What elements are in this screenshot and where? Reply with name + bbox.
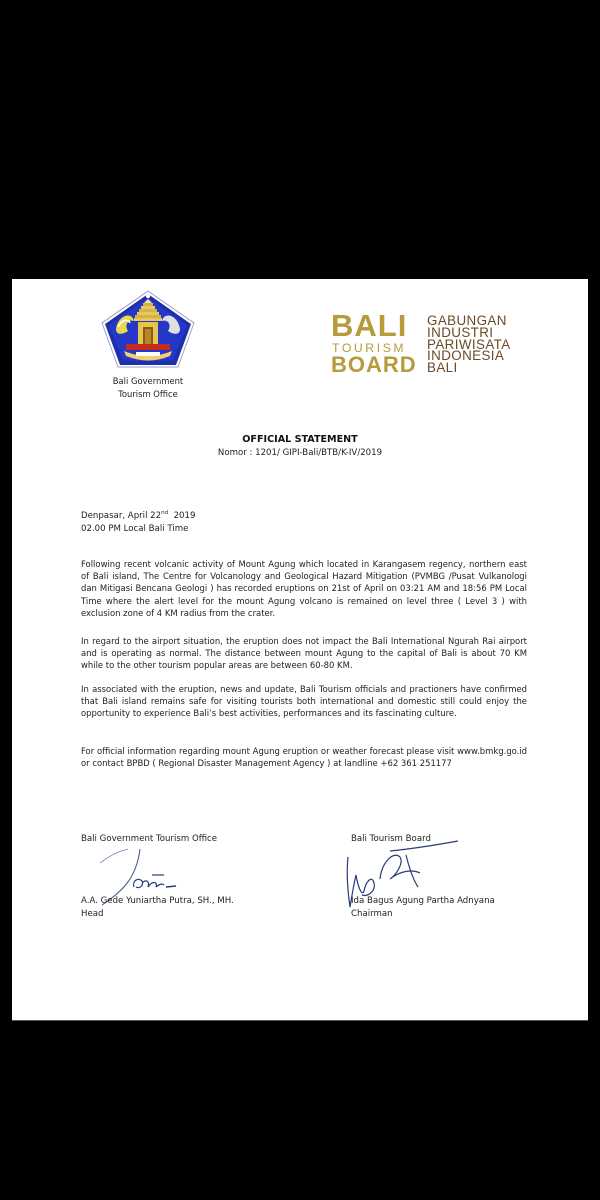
gipi-logo-text (427, 315, 511, 374)
date-line (81, 510, 195, 523)
signatory-left-title: Head (81, 908, 104, 919)
gipi-line: BALI (427, 360, 458, 376)
gipi-line: INDONESIA (427, 348, 505, 364)
signatory-left-name: A.A. Gede Yuniartha Putra, SH., MH. (81, 896, 234, 906)
paragraph-airport: In regard to the airport situation, the eruption does not impact the Bali International Ngurah Rai airport and is operating as normal. The distance between mount Agung to the capital of Bali is about 70 KM while to the other tourism popular areas are between 60-80 KM. (81, 636, 527, 671)
signatory-right-organization: Bali Tourism Board (351, 834, 431, 844)
date-year: 2019 (173, 511, 196, 521)
paragraph-eruption: Following recent volcanic activity of Mount Agung which located in Karangasem regency, northern east of Bali island, The Centre for Volcanology and Geological Hazard Mitigation (PVMBG /Pusat Vulkanologi dan Mitigasi Bencana Geologi ) has recorded eruptions on 21st of April on 03:21 AM and 18:56 PM Local Time where the alert level for the mount Agung volcano is remained on level three ( Level 3 ) with exclusion zone of 4 KM radius from the crater. (81, 559, 527, 618)
gipi-line: INDUSTRI (427, 324, 494, 340)
signatory-left (81, 895, 234, 920)
seal-caption-line1: Bali Government (112, 376, 184, 386)
paragraph-safety: In associated with the eruption, news and update, Bali Tourism officials and practioners have confirmed that Bali island remains safe for visiting tourists both international and domestic still could enjoy the opportunity to experience Bali’s best activities, performances and its fascinating culture. (81, 684, 527, 719)
bali-provincial-seal-icon (100, 289, 196, 369)
paragraph-contact: For official information regarding mount Agung eruption or weather forecast please visit www.bmkg.go.id or contact BPBD ( Regional Disaster Management Agency ) at landline +62 361 251177 (81, 746, 527, 769)
signatory-right (351, 895, 495, 920)
seal-caption-line2: Tourism Office (118, 389, 178, 399)
gipi-line: PARIWISATA (427, 336, 511, 352)
statement-number: Nomor : 1201/ GIPI-Bali/BTB/K-IV/2019 (217, 448, 383, 458)
seal-caption (88, 375, 208, 401)
date-ordinal: nd (161, 510, 169, 516)
statement-title: OFFICIAL STATEMENT (242, 434, 358, 445)
btb-logo-bali: BALI (331, 308, 408, 343)
btb-logo-board: BOARD (331, 352, 417, 377)
date-prefix: Denpasar, April 22 (81, 511, 162, 521)
btb-logo-tourism: TOURISM (332, 341, 407, 355)
date-block (81, 510, 195, 535)
signatory-right-name: Ida Bagus Agung Partha Adnyana (351, 896, 495, 906)
signatory-right-title: Chairman (351, 908, 393, 919)
gipi-line: GABUNGAN (427, 313, 507, 328)
signatory-left-organization: Bali Government Tourism Office (81, 834, 218, 844)
time-line: 02.00 PM Local Bali Time (81, 523, 189, 534)
